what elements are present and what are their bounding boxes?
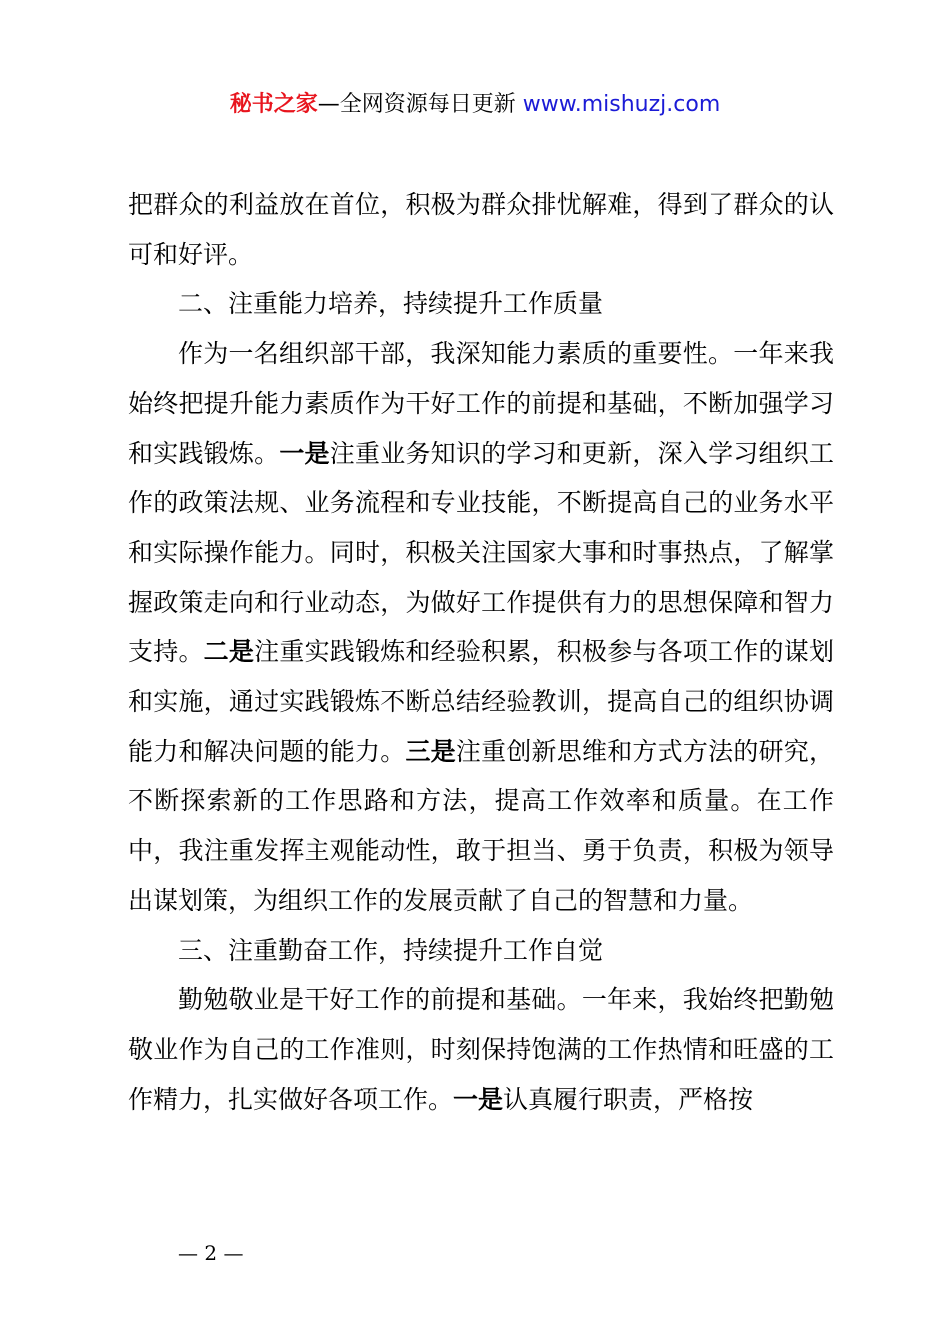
site-header xyxy=(0,88,950,122)
section-heading-2: 二、注重能力培养，持续提升工作质量 xyxy=(178,289,604,319)
paragraph-text: 作为一名组织部干部，我深知能力素质的重要性。一年来我始终把提升能力素质作为干好工作的前提和基础，不断加强学习和实践锻炼。 xyxy=(128,339,834,468)
header-tagline: —全网资源每日更新 xyxy=(317,92,516,117)
emphasis-first: 一是 xyxy=(453,1084,504,1114)
emphasis-second: 二是 xyxy=(203,637,255,667)
emphasis-third: 三是 xyxy=(405,736,456,766)
site-url-link[interactable]: www.mishuzj.com xyxy=(522,92,721,117)
paragraph-text: 注重创新思维和方式方法的研究，不断探索新的工作思路和方法，提高工作效率和质量。在工作中，我注重发挥主观能动性，敢于担当、勇于负责，积极为领导出谋划策，为组织工作的发展贡献了自己的智慧和力量。 xyxy=(128,736,834,915)
paragraph-text: 认真履行职责，严格按 xyxy=(503,1084,754,1114)
document-body xyxy=(128,180,834,1124)
paragraph-text: 勤勉敬业是干好工作的前提和基础。一年来，我始终把勤勉敬业作为自己的工作准则，时刻保持饱满的工作热情和旺盛的工作精力，扎实做好各项工作。 xyxy=(128,985,834,1114)
section-heading-3: 三、注重勤奋工作，持续提升工作自觉 xyxy=(178,935,604,965)
paragraph-text: 注重业务知识的学习和更新，深入学习组织工作的政策法规、业务流程和专业技能，不断提高自己的业务水平和实际操作能力。同时，积极关注国家大事和时事热点，了解掌握政策走向和行业动态，为做好工作提供有力的思想保障和智力支持。 xyxy=(128,438,834,667)
emphasis-first: 一是 xyxy=(279,438,330,468)
paragraph-ability xyxy=(128,329,834,925)
page-number: — 2 — xyxy=(178,1241,244,1265)
brand-name: 秘书之家 xyxy=(229,92,318,117)
paragraph-diligence xyxy=(128,975,834,1124)
paragraph-continued: 把群众的利益放在首位，积极为群众排忧解难，得到了群众的认可和好评。 xyxy=(128,190,834,269)
paragraph-text: 注重实践锻炼和经验积累，积极参与各项工作的谋划和实施，通过实践锻炼不断总结经验教训，提高自己的组织协调能力和解决问题的能力。 xyxy=(128,637,834,766)
